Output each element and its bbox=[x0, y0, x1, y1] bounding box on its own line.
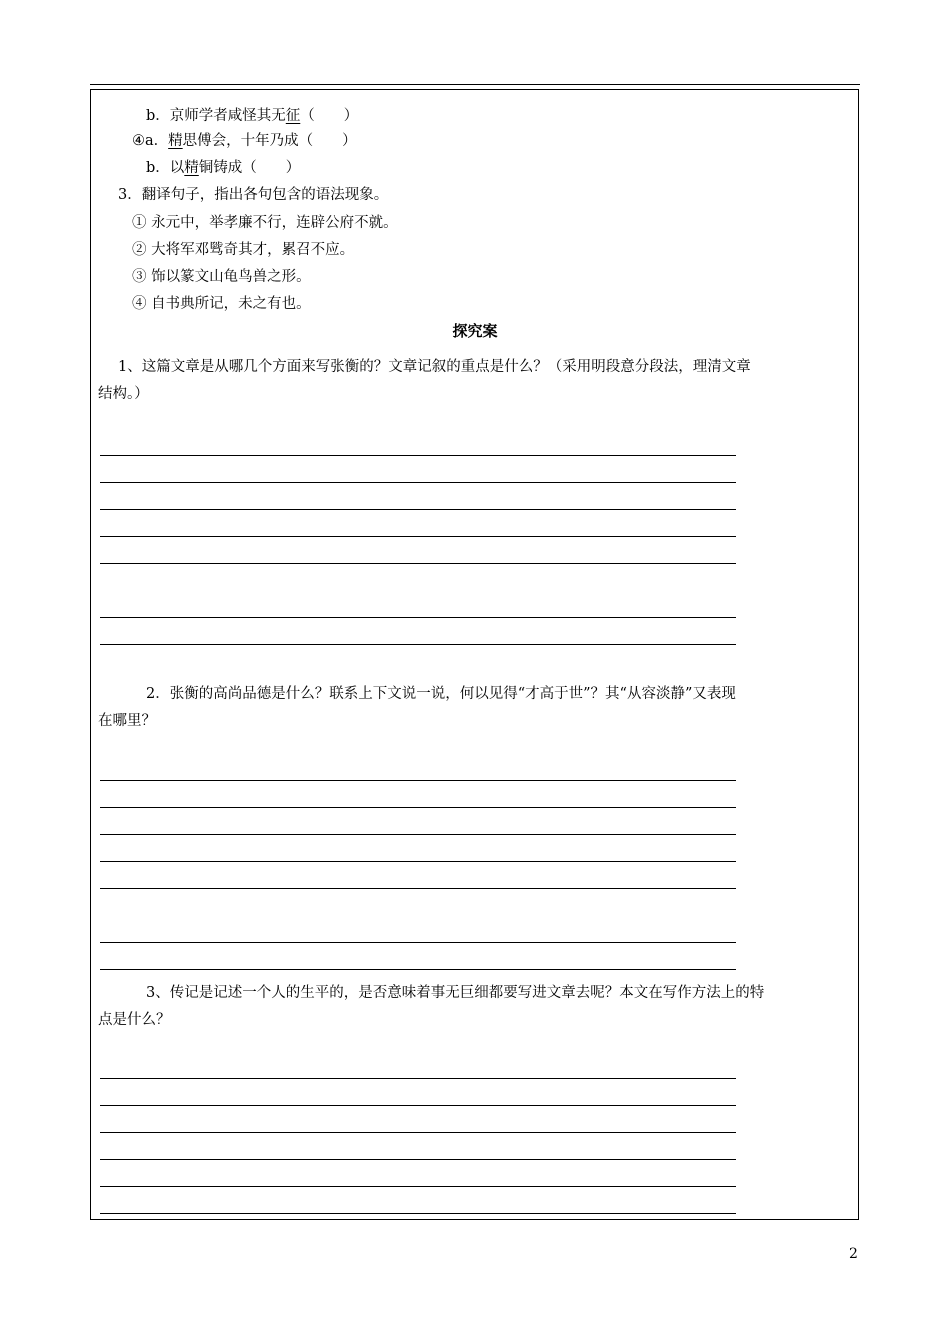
sentence-4: ④ 自书典所记，未之有也。 bbox=[132, 296, 311, 312]
page-number: 2 bbox=[849, 1246, 858, 1262]
answer-line[interactable] bbox=[100, 834, 736, 835]
answer-line[interactable] bbox=[100, 807, 736, 808]
answer-line[interactable] bbox=[100, 1186, 736, 1187]
answer-line[interactable] bbox=[100, 644, 736, 645]
item-4a-jing: ④a．精思傅会，十年乃成（ ） bbox=[132, 133, 357, 149]
header-rule bbox=[90, 84, 860, 85]
item-b-zheng: b．京师学者咸怪其无征（ ） bbox=[146, 108, 359, 124]
inquiry-q3-line1: 3、传记是记述一个人的生平的，是否意味着事无巨细都要写进文章去呢？本文在写作方法上的特 bbox=[146, 985, 765, 1001]
answer-line[interactable] bbox=[100, 1132, 736, 1133]
answer-line[interactable] bbox=[100, 888, 736, 889]
inquiry-q1-line1: 1、这篇文章是从哪几个方面来写张衡的？文章记叙的重点是什么？（采用明段意分段法，理清文章 bbox=[118, 359, 751, 375]
answer-line[interactable] bbox=[100, 780, 736, 781]
inquiry-q2-line1: 2．张衡的高尚品德是什么？联系上下文说一说，何以见得“才高于世”？其“从容淡静”又表现 bbox=[146, 686, 736, 702]
answer-line[interactable] bbox=[100, 482, 736, 483]
item-b-jing: b．以精铜铸成（ ） bbox=[146, 160, 301, 176]
underlined-char: 征 bbox=[285, 108, 301, 124]
section-title: 探究案 bbox=[452, 322, 498, 340]
underlined-char: 精 bbox=[168, 133, 183, 149]
answer-line[interactable] bbox=[100, 1213, 736, 1214]
answer-line[interactable] bbox=[100, 536, 736, 537]
inquiry-q2-line2: 在哪里？ bbox=[98, 713, 156, 729]
inquiry-q3-line2: 点是什么？ bbox=[98, 1012, 171, 1028]
question-3-translate: 3．翻译句子，指出各句包含的语法现象。 bbox=[118, 187, 389, 203]
answer-line[interactable] bbox=[100, 1159, 736, 1160]
answer-line[interactable] bbox=[100, 1105, 736, 1106]
sentence-3: ③ 饰以篆文山龟鸟兽之形。 bbox=[132, 269, 311, 285]
sentence-1: ① 永元中，举孝廉不行，连辟公府不就。 bbox=[132, 215, 398, 231]
answer-line[interactable] bbox=[100, 942, 736, 943]
sentence-2: ② 大将军邓骘奇其才，累召不应。 bbox=[132, 242, 355, 258]
answer-line[interactable] bbox=[100, 563, 736, 564]
answer-line[interactable] bbox=[100, 617, 736, 618]
inquiry-q1-line2: 结构。） bbox=[98, 386, 149, 402]
answer-line[interactable] bbox=[100, 455, 736, 456]
answer-line[interactable] bbox=[100, 1078, 736, 1079]
answer-line[interactable] bbox=[100, 509, 736, 510]
answer-line[interactable] bbox=[100, 861, 736, 862]
answer-line[interactable] bbox=[100, 969, 736, 970]
underlined-char: 精 bbox=[184, 160, 199, 176]
